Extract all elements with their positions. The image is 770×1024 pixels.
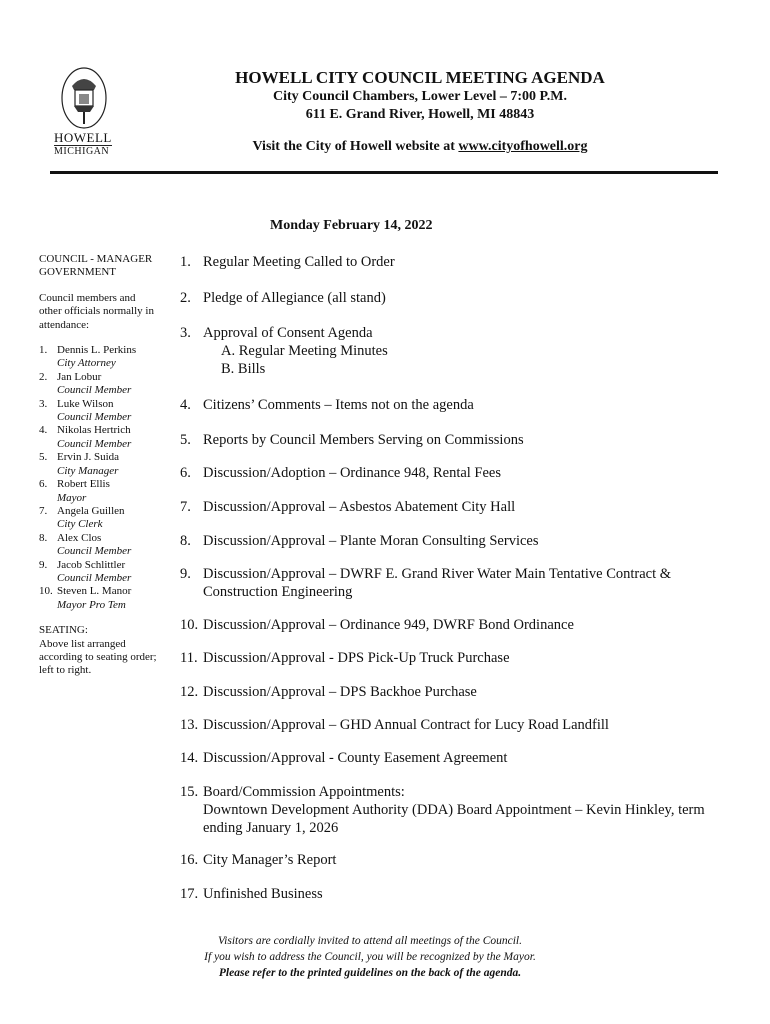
official-item (39, 585, 159, 612)
agenda-body (203, 749, 507, 767)
agenda-text: Board/Commission Appointments: (203, 784, 405, 800)
agenda-item (180, 749, 720, 767)
officials-list (39, 344, 159, 612)
official-name: Nikolas Hertrich (57, 424, 131, 437)
official-name: Dennis L. Perkins (57, 344, 137, 357)
official-role: Council Member (57, 437, 132, 450)
agenda-number: 11. (180, 650, 198, 666)
meeting-date: Monday February 14, 2022 (270, 218, 433, 233)
official-item (39, 478, 159, 505)
website-link[interactable]: www.cityofhowell.org (458, 139, 588, 154)
official-role: Mayor Pro Tem (57, 598, 126, 611)
agenda-number: 10. (180, 617, 199, 633)
agenda-body (203, 716, 609, 734)
agenda-number: 16. (180, 852, 199, 868)
agenda-text: Reports by Council Members Serving on Commissions (203, 432, 524, 448)
official-item (39, 505, 159, 532)
official-item (39, 559, 159, 586)
official-name: Ervin J. Suida (57, 451, 120, 464)
agenda-text: Discussion/Approval – Asbestos Abatement City Hall (203, 499, 516, 515)
agenda-body (203, 324, 388, 378)
official-number: 1. (39, 344, 48, 357)
agenda-header (180, 68, 660, 156)
agenda-item (180, 464, 720, 482)
website-prefix: Visit the City of Howell website at (252, 139, 459, 154)
agenda-number: 2. (180, 290, 191, 306)
footer-line-3: Please refer to the printed guidelines on the back of the agenda. (218, 967, 522, 979)
agenda-text: Pledge of Allegiance (all stand) (203, 290, 386, 306)
agenda-item (180, 396, 720, 414)
agenda-number: 14. (180, 750, 199, 766)
agenda-number: 8. (180, 533, 191, 549)
official-item (39, 371, 159, 398)
official-number: 10. (39, 585, 53, 598)
footer-line-2: If you wish to address the Council, you will be recognized by the Mayor. (204, 951, 536, 963)
official-name: Alex Clos (57, 531, 102, 544)
official-number: 8. (39, 531, 48, 544)
agenda-item (180, 324, 720, 378)
official-role: Council Member (57, 384, 132, 397)
agenda-item (180, 885, 720, 903)
agenda-number: 6. (180, 465, 191, 481)
official-role: Mayor (57, 491, 87, 504)
official-details (57, 424, 131, 451)
agenda-item (180, 253, 720, 271)
agenda-body (203, 498, 515, 516)
official-name: Luke Wilson (57, 397, 114, 410)
agenda-item (180, 565, 720, 601)
agenda-text: Approval of Consent Agenda (203, 325, 373, 341)
agenda-item (180, 431, 720, 449)
official-name: Steven L. Manor (57, 585, 132, 598)
city-seal-logo (50, 66, 122, 158)
agenda-body (203, 431, 524, 449)
agenda-text: Unfinished Business (203, 886, 323, 902)
agenda-subitem: B. Bills (221, 361, 266, 377)
official-item (39, 451, 159, 478)
official-item (39, 532, 159, 559)
agenda-subitem: Downtown Development Authority (DDA) Board Appointment – Kevin Hinkley, term ending January 1, 2026 (203, 802, 705, 836)
official-role: City Manager (57, 464, 119, 477)
agenda-text: Discussion/Adoption – Ordinance 948, Rental Fees (203, 465, 502, 481)
agenda-item (180, 716, 720, 734)
agenda-text: Discussion/Approval – DPS Backhoe Purchase (203, 684, 477, 700)
agenda-body (203, 289, 386, 307)
official-number: 7. (39, 504, 48, 517)
agenda-text: Discussion/Approval - County Easement Agreement (203, 750, 508, 766)
official-role: Council Member (57, 545, 132, 558)
agenda-text: Discussion/Approval – Plante Moran Consulting Services (203, 533, 539, 549)
seating-note: Above list arranged according to seating order; left to right. (39, 637, 157, 677)
agenda-number: 5. (180, 432, 191, 448)
official-details (57, 505, 125, 532)
agenda-number: 12. (180, 684, 199, 700)
government-type: COUNCIL - MANAGER GOVERNMENT (39, 253, 153, 279)
seating-label: SEATING: (39, 624, 88, 637)
official-number: 6. (39, 478, 48, 491)
attendance-intro: Council members and other officials normally in attendance: (39, 291, 154, 331)
agenda-text: Discussion/Approval – DWRF E. Grand River Water Main Tentative Contract & Construction Engineering (203, 566, 672, 600)
meeting-location: City Council Chambers, Lower Level – 7:00 P.M. (273, 89, 567, 104)
agenda-item (180, 649, 720, 667)
agenda-text: Discussion/Approval – GHD Annual Contract for Lucy Road Landfill (203, 717, 609, 733)
logo-text-howell: HOWELL (54, 130, 112, 145)
agenda-body (203, 616, 574, 634)
footer-note (150, 933, 590, 981)
header-divider (50, 171, 718, 174)
official-role: Council Member (57, 411, 132, 424)
logo-text-michigan: MICHIGAN (54, 145, 112, 158)
official-details (57, 451, 119, 478)
agenda-number: 13. (180, 717, 199, 733)
page-title: HOWELL CITY COUNCIL MEETING AGENDA (235, 68, 605, 87)
agenda-item (180, 532, 720, 550)
agenda-item (180, 783, 720, 837)
official-details (57, 344, 136, 371)
agenda-body (203, 649, 510, 667)
official-details (57, 585, 131, 612)
official-item (39, 424, 159, 451)
agenda-item (180, 616, 720, 634)
official-item (39, 344, 159, 371)
official-details (57, 398, 131, 425)
website-line (180, 138, 660, 156)
official-number: 2. (39, 370, 48, 383)
footer-line-1: Visitors are cordially invited to attend all meetings of the Council. (218, 935, 522, 947)
agenda-text: City Manager’s Report (203, 852, 337, 868)
agenda-text: Discussion/Approval – Ordinance 949, DWRF Bond Ordinance (203, 617, 574, 633)
agenda-body (203, 532, 538, 550)
agenda-body (203, 253, 395, 271)
agenda-item (180, 683, 720, 701)
agenda-text: Discussion/Approval - DPS Pick-Up Truck Purchase (203, 650, 510, 666)
sidebar (39, 253, 159, 690)
official-number: 9. (39, 558, 48, 571)
official-details (57, 371, 131, 398)
agenda-text: Citizens’ Comments – Items not on the agenda (203, 397, 474, 413)
official-details (57, 559, 131, 586)
agenda-number: 9. (180, 566, 191, 582)
agenda-number: 3. (180, 325, 191, 341)
agenda-body (203, 464, 501, 482)
official-details (57, 478, 110, 505)
official-details (57, 532, 131, 559)
agenda-body (203, 565, 720, 601)
official-number: 3. (39, 397, 48, 410)
agenda-number: 15. (180, 784, 199, 800)
agenda-body (203, 783, 720, 837)
agenda-body (203, 885, 323, 903)
agenda-number: 17. (180, 886, 199, 902)
agenda-body (203, 396, 474, 414)
official-name: Jan Lobur (57, 370, 102, 383)
agenda-subitem: A. Regular Meeting Minutes (221, 343, 388, 359)
official-number: 4. (39, 424, 48, 437)
agenda-body (203, 683, 477, 701)
meeting-address: 611 E. Grand River, Howell, MI 48843 (305, 107, 535, 122)
agenda-item (180, 851, 720, 869)
agenda-item (180, 289, 720, 307)
official-role: City Attorney (57, 357, 116, 370)
official-role: City Clerk (57, 518, 103, 531)
official-item (39, 398, 159, 425)
agenda-number: 1. (180, 254, 191, 270)
official-name: Angela Guillen (57, 504, 125, 517)
official-name: Jacob Schlittler (57, 558, 126, 571)
agenda-item (180, 498, 720, 516)
agenda-number: 4. (180, 397, 191, 413)
agenda-body (203, 851, 336, 869)
official-role: Council Member (57, 571, 132, 584)
official-number: 5. (39, 451, 48, 464)
agenda-number: 7. (180, 499, 191, 515)
agenda-text: Regular Meeting Called to Order (203, 254, 395, 270)
official-name: Robert Ellis (57, 478, 110, 491)
